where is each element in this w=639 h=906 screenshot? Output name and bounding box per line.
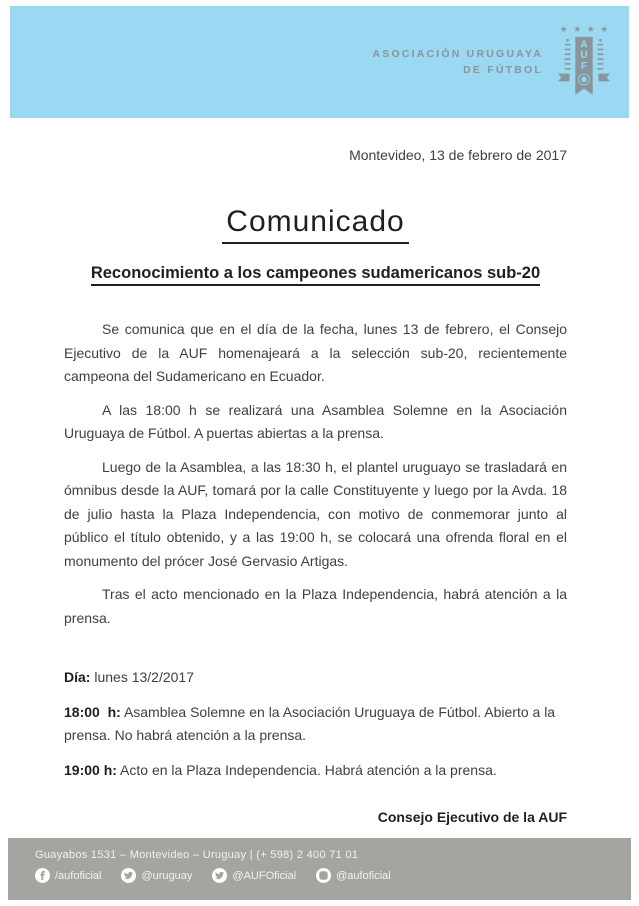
social-link-twitter-uruguay[interactable] xyxy=(121,868,192,883)
schedule-line xyxy=(64,759,567,783)
subtitle-row xyxy=(64,264,567,286)
body-paragraph: A las 18:00 h se realizará una Asamblea Solemne en la Asociación Uruguaya de Fútbol. A puertas abiertas a la prensa. xyxy=(64,401,567,441)
stars-icon xyxy=(560,25,609,35)
body-paragraph: Se comunica que en el día de la fecha, lunes 13 de febrero, el Consejo Ejecutivo de la AUF homenajeará a la selección sub-20, recientemente campeona del Sudamericano en Ecuador. xyxy=(64,321,567,384)
svg-text:★: ★ xyxy=(559,25,568,36)
body-paragraph: Tras el acto mencionado en la Plaza Independencia, habrá atención a la prensa. xyxy=(64,586,567,626)
soccer-ball-icon xyxy=(576,72,591,87)
org-name-line2: DE FÚTBOL xyxy=(463,64,543,76)
document-content xyxy=(0,118,639,825)
instagram-icon xyxy=(316,868,331,883)
schedule-day-label: Día: xyxy=(64,669,91,685)
document-title: Comunicado xyxy=(222,205,408,244)
social-handle: @uruguay xyxy=(141,869,193,882)
footer-address: Guayabos 1531 – Montevideo – Uruguay | (+ 598) 2 400 71 01 xyxy=(35,849,359,861)
social-row xyxy=(35,868,631,883)
social-handle: /aufoficial xyxy=(55,869,102,882)
document-subtitle: Reconocimiento a los campeones sudamericanos sub-20 xyxy=(91,264,540,286)
facebook-icon xyxy=(35,868,50,883)
ribbon-end-right xyxy=(599,74,611,82)
schedule-line xyxy=(64,666,567,690)
svg-text:U: U xyxy=(580,50,588,62)
social-link-facebook[interactable] xyxy=(35,868,101,883)
title-row xyxy=(64,205,567,244)
ribbon-end-left xyxy=(558,74,570,82)
social-handle: @aufoficial xyxy=(336,869,391,882)
schedule-section xyxy=(64,666,567,782)
schedule-time-label: 18:00 h: xyxy=(64,703,121,720)
signature-line: Consejo Ejecutivo de la AUF xyxy=(377,809,567,825)
schedule-time-label: 19:00 h: xyxy=(64,761,117,778)
header-banner xyxy=(10,6,629,118)
social-link-twitter-auf[interactable] xyxy=(212,868,296,883)
schedule-day-text: lunes 13/2/2017 xyxy=(94,669,194,685)
svg-text:F: F xyxy=(581,60,587,72)
body-paragraph: Luego de la Asamblea, a las 18:30 h, el plantel uruguayo se trasladará en ómnibus desde la AUF, tomará por la calle Constituyente y luego por la Avda. 18 de julio hasta la Plaza Independencia, con motivo de conmemorar junto al público el título obtenido, y a las 19:00 h, se colocará una ofrenda floral en el monumento del prócer José Gervasio Artigas. xyxy=(64,458,567,569)
auf-crest-logo xyxy=(555,21,613,103)
schedule-time-text: Acto en la Plaza Independencia. Habrá atención a la prensa. xyxy=(120,761,497,778)
schedule-time-text: Asamblea Solemne en la Asociación Uruguaya de Fútbol. Abierto a la prensa. No habrá atención a la prensa. xyxy=(64,703,556,743)
twitter-icon xyxy=(121,868,136,883)
org-name-line1: ASOCIACIÓN URUGUAYA xyxy=(372,48,543,60)
footer-bar xyxy=(8,838,631,900)
auf-letters xyxy=(581,40,588,72)
org-name xyxy=(372,46,543,78)
body-text xyxy=(64,318,567,630)
svg-text:★: ★ xyxy=(573,25,582,36)
schedule-line xyxy=(64,701,567,748)
twitter-icon xyxy=(212,868,227,883)
svg-text:★: ★ xyxy=(600,25,609,36)
social-link-instagram[interactable] xyxy=(316,868,391,883)
svg-text:A: A xyxy=(580,39,588,51)
date-line: Montevideo, 13 de febrero de 2017 xyxy=(349,147,567,163)
svg-text:★: ★ xyxy=(586,25,595,36)
social-handle: @AUFOficial xyxy=(232,869,297,882)
